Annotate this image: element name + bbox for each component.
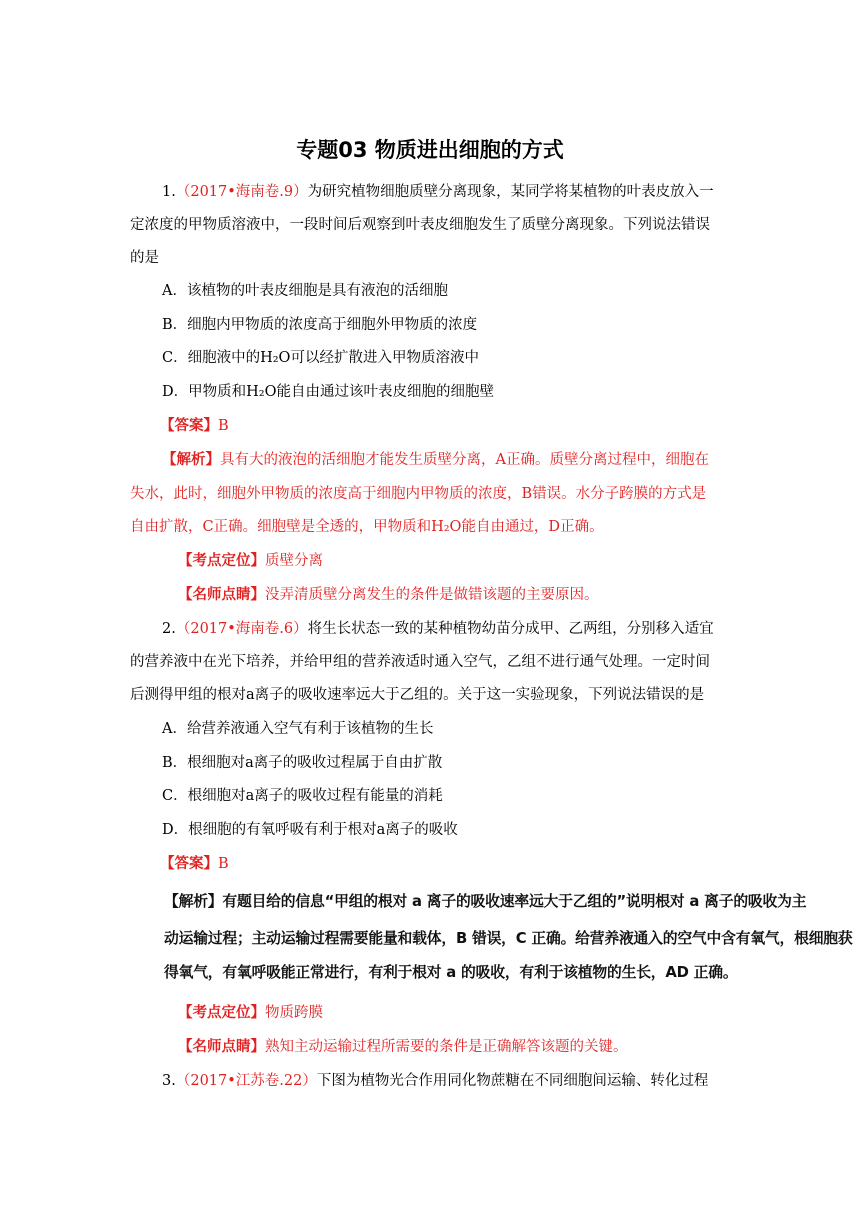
q1-analysis-line3: 自由扩散，C正确。细胞壁是全透的，甲物质和H₂O能自由通过，D正确。 <box>130 519 604 535</box>
q1-point-label: 【考点定位】 <box>178 552 265 569</box>
q2-stem-line1 <box>162 619 762 639</box>
q3-number: 3. <box>162 1073 176 1089</box>
q2-analysis-line2: 动运输过程；主动运输过程需要能量和载体，B 错误，C 正确。给营养液通入的空气中含有氧气，根细胞获 <box>164 930 853 947</box>
q1-answer <box>160 416 760 436</box>
q2-source: （2017•海南卷.6） <box>175 621 308 637</box>
q1-stem-text1: 为研究植物细胞质壁分离现象，某同学将某植物的叶表皮放入一 <box>307 184 714 200</box>
q1-tip <box>178 585 778 605</box>
q1-option-b: B．细胞内甲物质的浓度高于细胞外甲物质的浓度 <box>162 317 478 333</box>
q1-analysis-text1: 具有大的液泡的活细胞才能发生质壁分离，A正确。质壁分离过程中，细胞在 <box>220 452 709 468</box>
q2-stem-line3: 后测得甲组的根对a离子的吸收速率远大于乙组的。关于这一实验现象，下列说法错误的是 <box>130 687 705 703</box>
q1-point-value: 质壁分离 <box>265 553 323 569</box>
q2-point-label: 【考点定位】 <box>178 1004 265 1021</box>
q1-option-c: C．细胞液中的H₂O可以经扩散进入甲物质溶液中 <box>162 350 479 366</box>
q2-option-c: C．根细胞对a离子的吸收过程有能量的消耗 <box>162 788 443 804</box>
q1-answer-value: B <box>218 418 229 434</box>
q1-tip-value: 没弄清质壁分离发生的条件是做错该题的主要原因。 <box>265 587 599 603</box>
q1-number: 1. <box>162 184 176 200</box>
q2-option-b: B．根细胞对a离子的吸收过程属于自由扩散 <box>162 755 443 771</box>
q2-option-a: A．给营养液通入空气有利于该植物的生长 <box>162 721 434 737</box>
q1-tip-label: 【名师点睛】 <box>178 586 265 603</box>
q2-stem-text1: 将生长状态一致的某种植物幼苗分成甲、乙两组，分别移入适宜 <box>307 621 714 637</box>
q1-stem-line2: 定浓度的甲物质溶液中，一段时间后观察到叶表皮细胞发生了质壁分离现象。下列说法错误 <box>130 217 710 233</box>
q2-analysis-line3: 得氧气，有氧呼吸能正常进行，有利于根对 a 的吸收，有利于该植物的生长，AD 正确。 <box>164 964 738 981</box>
q1-stem-line1 <box>162 182 762 202</box>
q3-stem-line1 <box>162 1071 762 1091</box>
q1-point <box>178 551 778 571</box>
q1-analysis-line2: 失水，此时，细胞外甲物质的浓度高于细胞内甲物质的浓度，B错误。水分子跨膜的方式是 <box>130 486 707 502</box>
q1-analysis-label: 【解析】 <box>162 451 220 468</box>
q2-option-d: D．根细胞的有氧呼吸有利于根对a离子的吸收 <box>162 822 458 838</box>
q2-analysis-line1: 【解析】有题目给的信息“甲组的根对 a 离子的吸收速率远大于乙组的”说明根对 a 离子的吸收为主 <box>164 893 807 910</box>
q1-source: （2017•海南卷.9） <box>175 184 308 200</box>
q2-tip-label: 【名师点睛】 <box>178 1038 265 1055</box>
q2-point <box>178 1003 778 1023</box>
q1-option-d: D．甲物质和H₂O能自由通过该叶表皮细胞的细胞壁 <box>162 384 494 400</box>
q1-option-a: A．该植物的叶表皮细胞是具有液泡的活细胞 <box>162 283 448 299</box>
q1-analysis-line1 <box>162 450 762 470</box>
q2-stem-line2: 的营养液中在光下培养，并给甲组的营养液适时通入空气，乙组不进行通气处理。一定时间 <box>130 654 710 670</box>
q1-answer-label: 【答案】 <box>160 417 218 434</box>
q2-answer <box>160 854 760 874</box>
q2-answer-value: B <box>218 856 229 872</box>
q3-stem-text1: 下图为植物光合作用同化物蔗糖在不同细胞间运输、转化过程 <box>316 1073 709 1089</box>
page-title: 专题03 物质进出细胞的方式 <box>296 138 564 162</box>
q2-tip-value: 熟知主动运输过程所需要的条件是正确解答该题的关键。 <box>265 1039 628 1055</box>
q1-stem-line3: 的是 <box>130 250 159 266</box>
q2-point-value: 物质跨膜 <box>265 1005 323 1021</box>
q2-number: 2. <box>162 621 176 637</box>
q2-answer-label: 【答案】 <box>160 855 218 872</box>
q3-source: （2017•江苏卷.22） <box>175 1073 317 1089</box>
q2-tip <box>178 1037 778 1057</box>
